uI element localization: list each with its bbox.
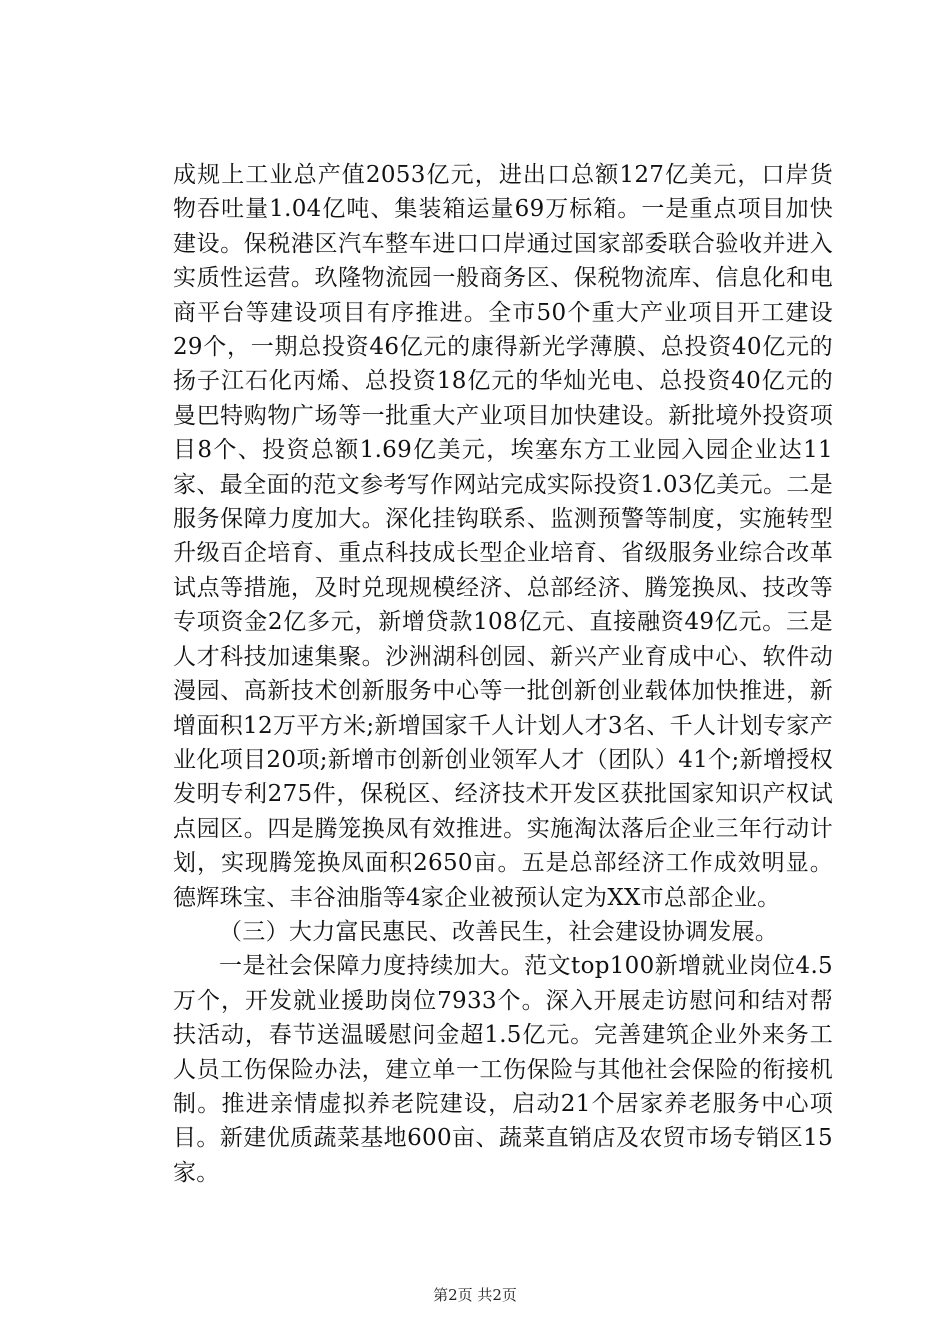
paragraph-industry-development: 成规上工业总产值2053亿元，进出口总额127亿美元，口岸货物吞吐量1.04亿吨、集装箱运量69万标箱。一是重点项目加快建设。保税港区汽车整车进口口岸通过国家部委联合验收并进入实质性运营。玖隆物流园一般商务区、保税物流库、信息化和电商平台等建设项目有序推进。全市50个重大产业项目开工建设29个，一期总投资46亿元的康得新光学薄膜、总投资40亿元的扬子江石化丙烯、总投资18亿元的华灿光电、总投资40亿元的曼巴特购物广场等一批重大产业项目加快建设。新批境外投资项目8个、投资总额1.69亿美元，埃塞东方工业园入园企业达11家、最全面的范文参考写作网站完成实际投资1.03亿美元。二是服务保障力度加大。深化挂钩联系、监测预警等制度，实施转型升级百企培育、重点科技成长型企业培育、省级服务业综合改革试点等措施，及时兑现规模经济、总部经济、腾笼换凤、技改等专项资金2亿多元，新增贷款108亿元、直接融资49亿元。三是人才科技加速集聚。沙洲湖科创园、新兴产业育成中心、软件动漫园、高新技术创新服务中心等一批创新创业载体加快推进，新增面积12万平方米;新增国家千人计划人才3名、千人计划专家产业化项目20项;新增市创新创业领军人才（团队）41个;新增授权发明专利275件，保税区、经济技术开发区获批国家知识产权试点园区。四是腾笼换凤有效推进。实施淘汰落后企业三年行动计划，实现腾笼换凤面积2650亩。五是总部经济工作成效明显。德辉珠宝、丰谷油脂等4家企业被预认定为XX市总部企业。 [173, 162, 833, 911]
paragraph-social-security: 一是社会保障力度持续加大。范文top100新增就业岗位4.5万个，开发就业援助岗位7933个。深入开展走访慰问和结对帮扶活动，春节送温暖慰问金超1.5亿元。完善建筑企业外来务工人员工伤保险办法，建立单一工伤保险与其他社会保险的衔接机制。推进亲情虚拟养老院建设，启动21个居家养老服务中心项目。新建优质蔬菜基地600亩、蔬菜直销店及农贸市场专销区15家。 [173, 953, 833, 1186]
page-number-footer: 第2页 共2页 [433, 1286, 517, 1304]
body-text [173, 158, 833, 1190]
section-heading-social-development: （三）大力富民惠民、改善民生，社会建设协调发展。 [219, 918, 779, 945]
